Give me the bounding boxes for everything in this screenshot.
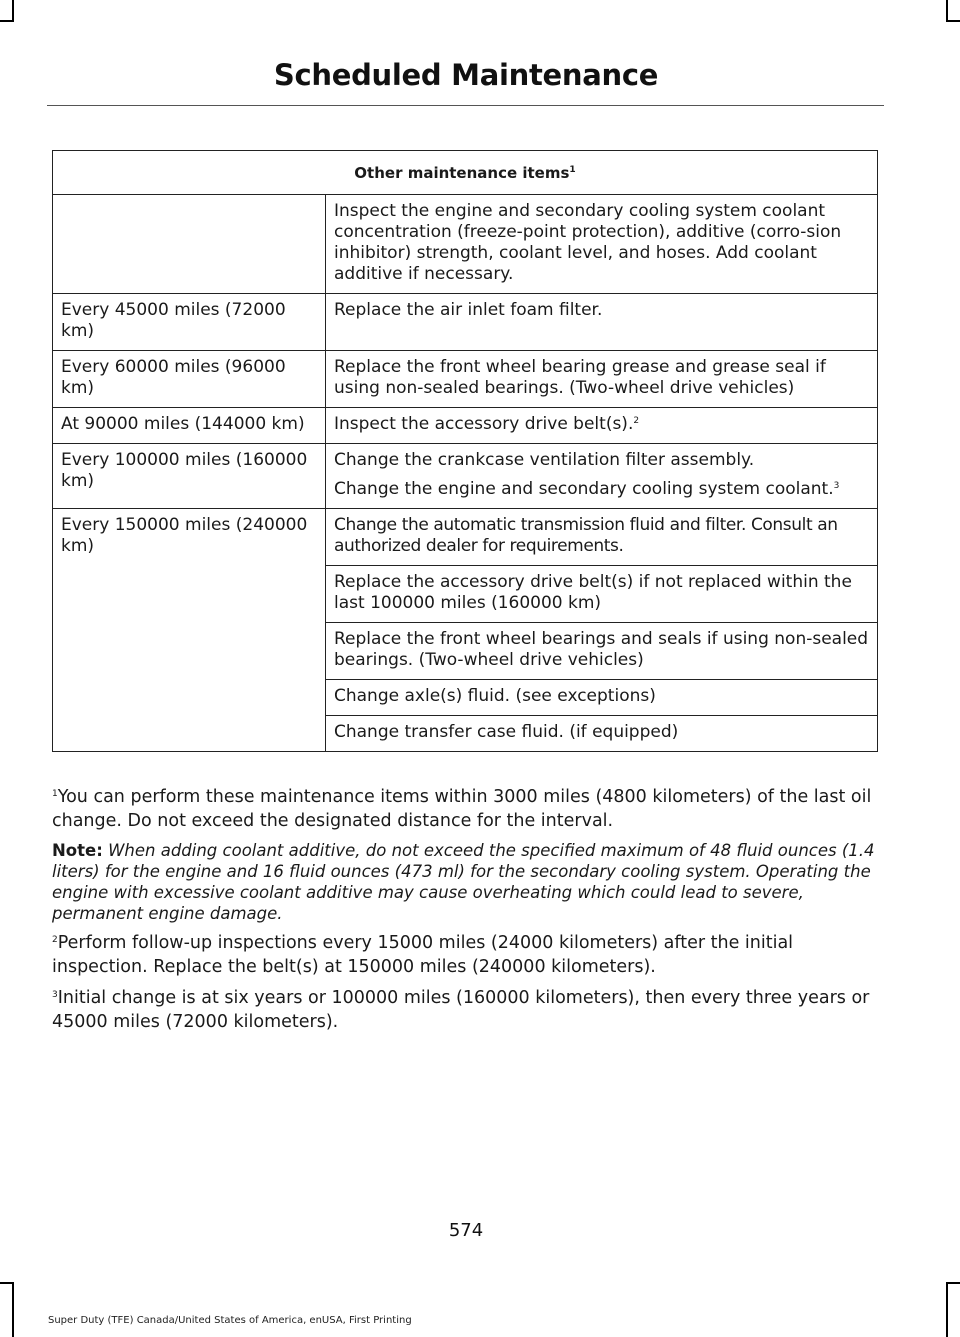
- interval-cell: Every 150000 miles (240000 km): [53, 509, 326, 752]
- crop-mark: [12, 0, 14, 22]
- item-cell: [326, 408, 878, 444]
- interval-cell: [53, 195, 326, 294]
- title-divider: [47, 105, 884, 106]
- crop-mark: [946, 20, 960, 22]
- interval-cell: Every 60000 miles (96000 km): [53, 351, 326, 408]
- footnote-ref: 2: [633, 416, 640, 426]
- crop-mark: [0, 20, 14, 22]
- item-text: Change the crankcase ventilation filter assembly.: [334, 450, 755, 470]
- crop-mark: [0, 1282, 14, 1284]
- crop-mark: [946, 0, 948, 22]
- item-cell: Change transfer case fluid. (if equipped): [326, 716, 878, 752]
- table-row: [53, 294, 878, 351]
- footnote-text: Perform follow-up inspections every 15000 miles (24000 kilometers) after the initial inspection. Replace the belt(s) at 150000 miles (240000 kilometers).: [52, 933, 794, 977]
- interval-cell: Every 100000 miles (160000 km): [53, 444, 326, 509]
- item-text-body: Change the engine and secondary cooling system coolant.: [334, 479, 834, 499]
- footnote-ref: 1: [569, 165, 576, 175]
- footnote-marker: 1: [52, 789, 58, 799]
- table-row: [53, 351, 878, 408]
- footnote-3: [52, 986, 882, 1034]
- footnote-text: Initial change is at six years or 100000 miles (160000 kilometers), then every three years or 45000 miles (72000 kilometers).: [52, 988, 870, 1032]
- page-number: 574: [448, 1220, 484, 1241]
- item-cell: [326, 444, 878, 509]
- note: [52, 840, 882, 924]
- footnote-2: [52, 931, 882, 979]
- table-row: [53, 509, 878, 566]
- table-row: [53, 408, 878, 444]
- crop-mark: [946, 1282, 948, 1337]
- item-cell: Replace the front wheel bearings and seals if using non-sealed bearings. (Two-wheel drive vehicles): [326, 623, 878, 680]
- footnote-text: You can perform these maintenance items within 3000 miles (4800 kilometers) of the last oil change. Do not exceed the designated distance for the interval.: [52, 787, 872, 831]
- table-caption: [53, 151, 878, 195]
- interval-cell: Every 45000 miles (72000 km): [53, 294, 326, 351]
- footer-text: Super Duty (TFE) Canada/United States of America, enUSA, First Printing: [48, 1315, 412, 1326]
- table-caption-text: Other maintenance items: [354, 164, 570, 182]
- item-cell: Replace the front wheel bearing grease and grease seal if using non-sealed bearings. (Two-wheel drive vehicles): [326, 351, 878, 408]
- item-text: [334, 479, 871, 500]
- note-label: Note:: [52, 841, 103, 860]
- crop-mark: [946, 1282, 960, 1284]
- page-title: Scheduled Maintenance: [273, 58, 659, 92]
- maintenance-table: [52, 150, 878, 752]
- footnote-marker: 3: [52, 990, 58, 1000]
- item-text: Inspect the accessory drive belt(s).: [334, 414, 634, 434]
- item-cell: Change axle(s) fluid. (see exceptions): [326, 680, 878, 716]
- footnotes: [52, 785, 882, 1041]
- table-row: [53, 444, 878, 509]
- interval-cell: At 90000 miles (144000 km): [53, 408, 326, 444]
- item-cell: Replace the air inlet foam filter.: [326, 294, 878, 351]
- table-row: [53, 195, 878, 294]
- footnote-marker: 2: [52, 935, 58, 945]
- table-header-row: [53, 151, 878, 195]
- footnote-1: [52, 785, 882, 833]
- item-cell: Inspect the engine and secondary cooling system coolant concentration (freeze-point protection), additive (corro-sion inhibitor) strength, coolant level, and hoses. Add coolant additive if necessary.: [326, 195, 878, 294]
- crop-mark: [12, 1282, 14, 1337]
- note-text: When adding coolant additive, do not exceed the specified maximum of 48 fluid ounces (1.4 liters) for the engine and 16 fluid ounces (473 ml) for the secondary cooling system. Operating the engine with excessive coolant additive may cause overheating which could lead to severe, permanent engine damage.: [52, 841, 875, 923]
- footnote-ref: 3: [833, 481, 840, 491]
- item-cell: Replace the accessory drive belt(s) if not replaced within the last 100000 miles (160000 km): [326, 566, 878, 623]
- item-cell: Change the automatic transmission fluid and filter. Consult an authorized dealer for requirements.: [326, 509, 878, 566]
